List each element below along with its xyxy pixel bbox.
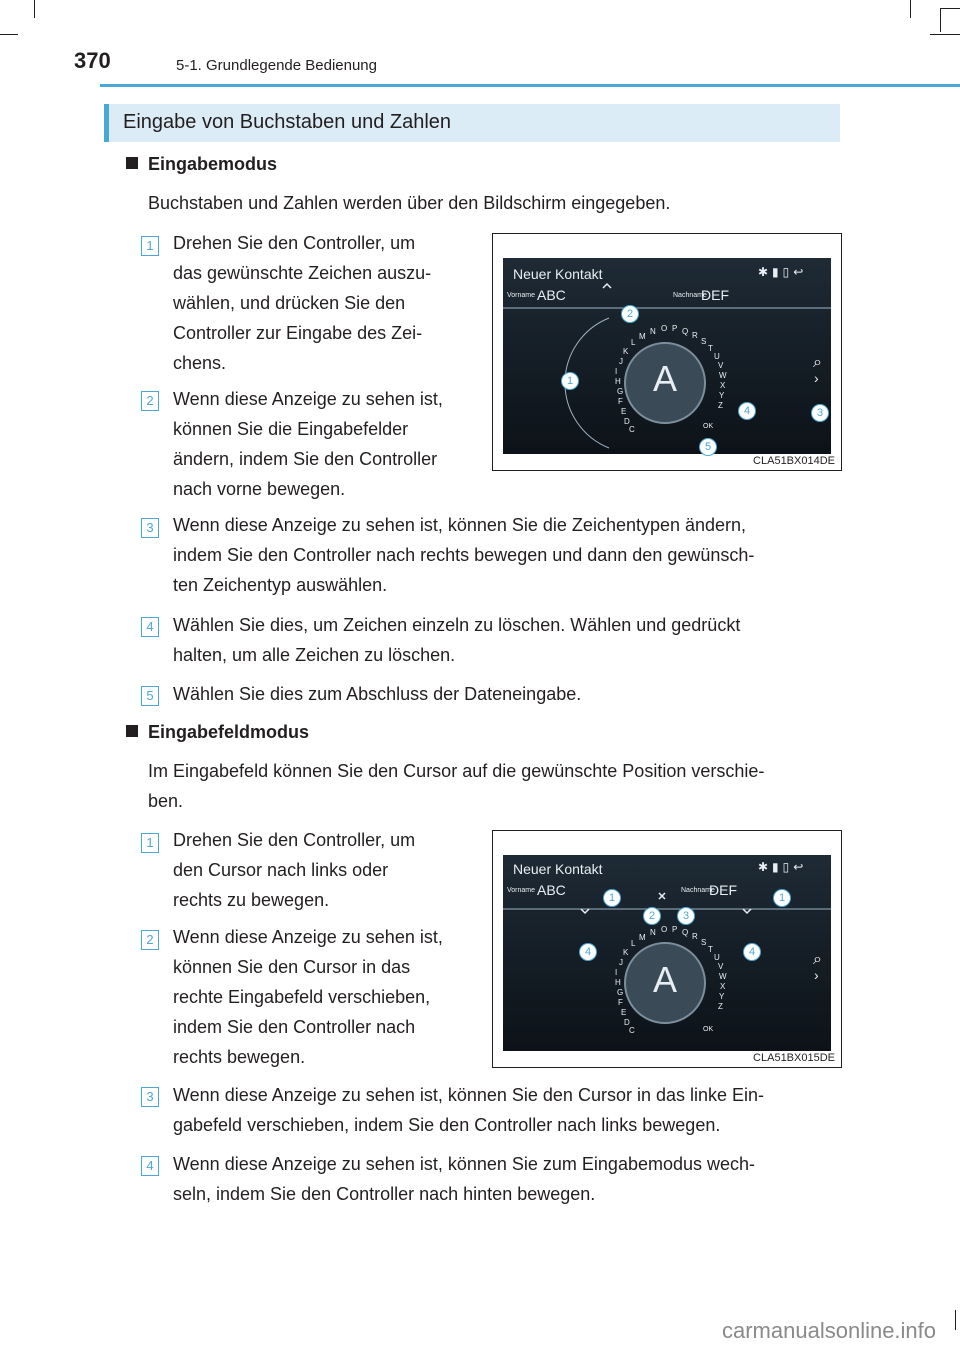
svg-text:J: J	[619, 357, 623, 366]
callout-1: 1	[561, 372, 579, 390]
page-number: 370	[74, 48, 111, 73]
item-text: Wählen Sie dies, um Zeichen einzeln zu löschen. Wählen und gedrückt halten, um alle Zeichen zu löschen.	[173, 615, 741, 665]
svg-text:Q: Q	[682, 327, 689, 336]
svg-text:U: U	[714, 953, 720, 962]
svg-text:P: P	[672, 925, 678, 934]
search-icon: ⌕	[813, 951, 822, 968]
svg-text:G: G	[617, 387, 624, 396]
section-title: Eingabe von Buchstaben und Zahlen	[123, 111, 452, 133]
svg-text:H: H	[615, 377, 621, 386]
last-name-label: Nachname	[681, 887, 715, 894]
item-number: 4	[141, 617, 159, 637]
item-text: Wenn diese Anzeige zu sehen ist, können Sie den Cursor in das linke Ein- gabefeld verschieben, indem Sie den Controller nach links bewegen.	[173, 1085, 765, 1135]
svg-text:C: C	[629, 425, 635, 434]
svg-text:C: C	[629, 1026, 635, 1035]
heading-eingabefeldmodus: Eingabefeldmodus	[126, 722, 309, 743]
display-screen	[503, 855, 831, 1051]
svg-text:I: I	[615, 968, 618, 977]
search-icon: ⌕	[813, 354, 822, 371]
header-rule	[100, 84, 960, 87]
svg-text:L: L	[631, 939, 636, 948]
crop-mark	[940, 8, 941, 32]
svg-text:J: J	[619, 958, 623, 967]
first-name-label: Vorname	[507, 292, 536, 299]
chapter-title: 5-1. Grundlegende Bedienung	[176, 57, 377, 74]
last-name-value: DEF	[709, 882, 737, 898]
svg-text:Z: Z	[718, 401, 723, 410]
svg-text:M: M	[639, 933, 646, 942]
figure-caption: CLA51BX015DE	[753, 1052, 835, 1064]
svg-text:O: O	[661, 925, 668, 934]
callout-5: 5	[699, 438, 717, 456]
item-text: Wenn diese Anzeige zu sehen ist, können Sie den Cursor in das rechte Eingabefeld verschieben, indem Sie den Controller nach rechts bewegen.	[173, 927, 443, 1067]
intro-eingabemodus: Buchstaben und Zahlen werden über den Bildschirm eingegeben.	[148, 193, 671, 213]
screen-figure-1	[492, 233, 842, 471]
svg-text:K: K	[623, 347, 629, 356]
svg-text:H: H	[615, 978, 621, 987]
item-text: Drehen Sie den Controller, um das gewünschte Zeichen auszu- wählen, und drücken Sie den Controller zur Eingabe des Zei- chens.	[173, 233, 432, 373]
callout-1: 1	[603, 889, 621, 907]
square-bullet-icon	[126, 157, 138, 169]
svg-text:X: X	[720, 982, 726, 991]
item-number: 1	[141, 236, 159, 256]
last-name-value: DEF	[701, 287, 729, 303]
svg-text:V: V	[718, 361, 724, 370]
svg-text:N: N	[650, 928, 656, 937]
svg-text:O: O	[661, 324, 668, 333]
screen-title: Neuer Kontakt	[513, 266, 603, 282]
item-number: 2	[141, 391, 159, 411]
item-number: 3	[141, 1087, 159, 1107]
selected-letter: A	[653, 959, 678, 1000]
svg-text:OK: OK	[703, 1026, 714, 1033]
item-number: 3	[141, 518, 159, 538]
screen-title: Neuer Kontakt	[513, 861, 603, 877]
svg-text:Y: Y	[719, 391, 725, 400]
chevron-right-icon: ›	[814, 967, 819, 983]
first-name-value: ABC	[537, 287, 566, 303]
svg-text:X: X	[720, 381, 726, 390]
selected-letter: A	[653, 358, 678, 399]
crop-mark	[910, 0, 911, 18]
watermark: carmanualsonline.info	[722, 1318, 937, 1343]
callout-4: 4	[743, 943, 761, 961]
svg-text:E: E	[621, 1008, 627, 1017]
square-bullet-icon	[126, 725, 138, 737]
item-number: 2	[141, 930, 159, 950]
callout-2: 2	[643, 907, 661, 925]
chevron-right-icon: ›	[814, 370, 819, 386]
svg-text:I: I	[615, 367, 618, 376]
display-screen	[503, 258, 831, 454]
svg-text:K: K	[623, 948, 629, 957]
svg-text:W: W	[719, 972, 727, 981]
svg-text:V: V	[718, 962, 724, 971]
callout-3: 3	[677, 907, 695, 925]
callout-3: 3	[811, 404, 829, 422]
item-number: 4	[141, 1156, 159, 1176]
item-number: 5	[141, 686, 159, 706]
callout-1: 1	[773, 889, 791, 907]
item-number: 1	[141, 833, 159, 853]
callout-4: 4	[738, 402, 756, 420]
item-text: Wählen Sie dies zum Abschluss der Dateneingabe.	[173, 684, 582, 704]
status-icons: ✱▮▯↩	[758, 860, 808, 874]
svg-text:F: F	[618, 397, 623, 406]
character-dial	[503, 855, 831, 1051]
svg-text:G: G	[617, 988, 624, 997]
svg-text:Z: Z	[718, 1002, 723, 1011]
crop-mark	[940, 8, 960, 9]
svg-text:P: P	[672, 324, 678, 333]
crop-mark	[930, 34, 960, 35]
callout-2: 2	[621, 305, 639, 323]
character-dial	[503, 258, 831, 454]
svg-text:D: D	[624, 417, 630, 426]
svg-text:Q: Q	[682, 928, 689, 937]
svg-text:E: E	[621, 407, 627, 416]
svg-text:N: N	[650, 327, 656, 336]
intro-eingabefeldmodus: Im Eingabefeld können Sie den Cursor auf die gewünschte Position verschie- ben.	[148, 761, 765, 811]
svg-text:S: S	[701, 337, 707, 346]
last-name-label: Nachname	[673, 292, 707, 299]
item-text: Drehen Sie den Controller, um den Cursor nach links oder rechts zu bewegen.	[173, 830, 416, 910]
screen-figure-2	[492, 830, 842, 1068]
svg-text:T: T	[708, 344, 713, 353]
svg-text:T: T	[708, 945, 713, 954]
heading-eingabemodus: Eingabemodus	[126, 154, 277, 175]
svg-text:Y: Y	[719, 992, 725, 1001]
svg-text:W: W	[719, 371, 727, 380]
callout-4: 4	[579, 943, 597, 961]
svg-text:S: S	[701, 938, 707, 947]
first-name-value: ABC	[537, 882, 566, 898]
item-text: Wenn diese Anzeige zu sehen ist, können Sie die Eingabefelder ändern, indem Sie den Controller nach vorne bewegen.	[173, 389, 443, 499]
svg-text:F: F	[618, 998, 623, 1007]
item-text: Wenn diese Anzeige zu sehen ist, können Sie zum Eingabemodus wech- seln, indem Sie den Controller nach hinten bewegen.	[173, 1154, 756, 1204]
section-title-band	[104, 104, 840, 142]
status-icons: ✱▮▯↩	[758, 265, 808, 279]
svg-text:M: M	[639, 332, 646, 341]
item-text: Wenn diese Anzeige zu sehen ist, können Sie die Zeichentypen ändern, indem Sie den Controller nach rechts bewegen und dann den gewünsch- ten Zeichentyp auswählen.	[173, 515, 755, 595]
figure-caption: CLA51BX014DE	[753, 455, 835, 467]
svg-text:D: D	[624, 1018, 630, 1027]
svg-text:R: R	[692, 331, 698, 340]
svg-text:L: L	[631, 338, 636, 347]
svg-text:OK: OK	[703, 423, 714, 430]
svg-text:U: U	[714, 352, 720, 361]
crop-mark	[0, 34, 18, 35]
svg-text:R: R	[692, 932, 698, 941]
crop-mark	[955, 1310, 956, 1330]
crop-mark	[34, 0, 35, 18]
first-name-label: Vorname	[507, 887, 536, 894]
